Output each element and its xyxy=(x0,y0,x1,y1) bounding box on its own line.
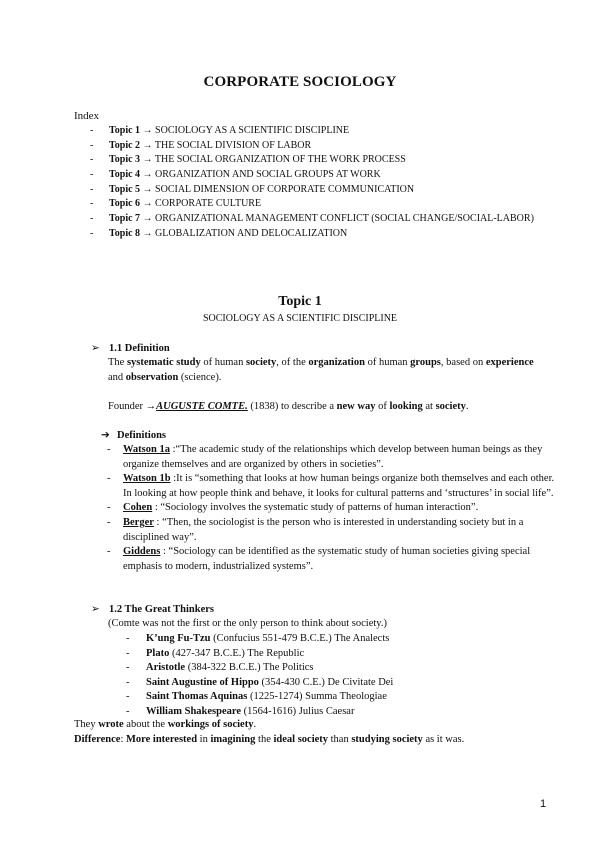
list-dash: - xyxy=(90,227,94,239)
list-dash: - xyxy=(107,516,111,528)
arrow-glyph: → xyxy=(142,183,153,195)
thinker-item xyxy=(126,676,393,691)
document-title: CORPORATE SOCIOLOGY xyxy=(203,74,397,90)
list-dash: - xyxy=(90,139,94,151)
text-run: new way xyxy=(336,401,376,412)
definition-paragraph xyxy=(108,355,548,385)
text-run: : xyxy=(120,734,126,745)
separator: : xyxy=(152,502,161,514)
list-dash: - xyxy=(126,662,130,674)
list-dash: - xyxy=(126,647,130,659)
thinker-item xyxy=(126,705,393,720)
text-run: of xyxy=(375,401,390,412)
text-run: , of the xyxy=(276,357,309,368)
arrow-glyph: → xyxy=(142,169,153,181)
list-dash: - xyxy=(107,473,111,485)
index-item xyxy=(90,227,590,242)
arrow-glyph: → xyxy=(142,213,153,225)
separator: : xyxy=(169,444,176,455)
index-topic: Topic 2 xyxy=(109,139,141,151)
index-text: SOCIOLOGY AS A SCIENTIFIC DISCIPLINE xyxy=(155,125,350,136)
closing-line-wrote xyxy=(74,719,256,730)
text-run: Difference xyxy=(74,734,121,745)
text-run: society xyxy=(245,357,277,368)
author-name: Berger xyxy=(123,516,154,528)
list-dash: - xyxy=(126,633,130,644)
list-dash: - xyxy=(107,546,111,558)
text-run: They xyxy=(74,719,99,730)
thinkers-list xyxy=(126,632,393,720)
thinker-detail: (1564-1616) Julius Caesar xyxy=(241,705,355,717)
list-dash: - xyxy=(90,198,94,210)
text-run: at xyxy=(422,401,436,412)
text-run: studying society xyxy=(351,734,423,745)
thinker-detail: (427-347 B.C.E.) The Republic xyxy=(169,647,305,659)
index-text: CORPORATE CULTURE xyxy=(155,198,262,210)
text-run: of human xyxy=(200,357,246,368)
list-dash: - xyxy=(126,691,130,703)
thinker-item xyxy=(126,690,393,705)
list-dash: - xyxy=(126,705,130,717)
text-run: . xyxy=(253,719,257,730)
index-text: GLOBALIZATION AND DELOCALIZATION xyxy=(155,227,348,239)
arrow-glyph: → xyxy=(142,125,153,136)
list-dash: - xyxy=(90,154,94,166)
index-text: ORGANIZATION AND SOCIAL GROUPS AT WORK xyxy=(155,169,381,181)
index-item xyxy=(90,153,590,168)
bullet-arrow-icon: ➔ xyxy=(101,430,110,441)
arrow-glyph: → xyxy=(145,401,157,412)
definition-text: “Sociology can be identified as the systematic study of human societies giving special emphasis to modern, industrialized systems”. xyxy=(123,546,531,572)
thinker-item xyxy=(126,632,393,647)
founder-line xyxy=(108,399,548,414)
index-item xyxy=(90,183,590,198)
index-text: ORGANIZATIONAL MANAGEMENT CONFLICT (SOCIAL CHANGE/SOCIAL-LABOR) xyxy=(155,213,534,225)
section-heading xyxy=(91,603,214,615)
definition-item xyxy=(107,472,557,501)
text-run: The xyxy=(108,357,127,368)
index-list xyxy=(90,124,590,242)
definitions-heading xyxy=(101,429,166,441)
index-item xyxy=(90,168,590,183)
bullet-arrow-icon: ➢ xyxy=(91,604,100,615)
text-run: (science). xyxy=(178,372,222,383)
text-run: More interested xyxy=(126,734,198,745)
definition-item xyxy=(107,501,557,516)
index-text: SOCIAL DIMENSION OF CORPORATE COMMUNICATION xyxy=(155,183,415,195)
thinkers-note: (Comte was not the first or the only person to think about society.) xyxy=(108,618,387,629)
index-item xyxy=(90,124,590,139)
text-run: experience xyxy=(485,357,534,368)
list-dash: - xyxy=(90,213,94,225)
bullet-arrow-icon: ➢ xyxy=(91,343,100,354)
text-run: observation xyxy=(125,372,179,383)
index-topic: Topic 4 xyxy=(109,169,141,181)
text-run: the xyxy=(255,734,274,745)
text-run: wrote xyxy=(98,719,124,730)
definitions-list xyxy=(107,443,557,574)
definitions-title: Definitions xyxy=(117,430,167,441)
thinker-name: Saint Augustine of Hippo xyxy=(146,676,259,688)
section-title: 1.2 The Great Thinkers xyxy=(109,604,215,615)
text-run: . xyxy=(465,401,469,412)
author-name: Watson 1b xyxy=(123,473,171,485)
thinker-item xyxy=(126,647,393,662)
index-topic: Topic 5 xyxy=(109,183,141,195)
author-name: Giddens xyxy=(123,546,161,558)
definition-item xyxy=(107,516,557,545)
arrow-glyph: → xyxy=(142,139,153,151)
topic-heading: Topic 1 xyxy=(278,294,322,309)
index-text: THE SOCIAL DIVISION OF LABOR xyxy=(154,139,312,151)
index-topic: Topic 1 xyxy=(109,125,141,136)
thinker-detail: (384-322 B.C.E.) The Politics xyxy=(185,662,314,674)
thinker-item xyxy=(126,661,393,676)
text-run: than xyxy=(328,734,352,745)
definition-text: “Then, the sociologist is the person who is interested in understanding society but in a disciplined way”. xyxy=(123,516,524,543)
separator: : xyxy=(170,473,177,485)
arrow-glyph: → xyxy=(142,198,153,210)
definition-text: “The academic study of the relationships which develop between human beings as they organize themselves and are organized by others in societies”. xyxy=(123,444,543,470)
index-item xyxy=(90,139,590,154)
definition-item xyxy=(107,443,557,472)
list-dash: - xyxy=(107,444,111,455)
definition-text: “Sociology involves the systematic study of patterns of human interaction”. xyxy=(160,502,479,514)
section-title: 1.1 Definition xyxy=(109,343,170,354)
text-run: , based on xyxy=(440,357,486,368)
arrow-glyph: → xyxy=(142,227,153,239)
section-heading xyxy=(91,342,170,354)
index-topic: Topic 3 xyxy=(109,154,141,166)
author-name: Watson 1a xyxy=(123,444,170,455)
thinker-name: William Shakespeare xyxy=(146,705,241,717)
thinker-detail: (1225-1274) Summa Theologiae xyxy=(247,691,387,703)
thinker-name: Aristotle xyxy=(146,662,186,674)
text-run: in xyxy=(197,734,211,745)
topic-subtitle: SOCIOLOGY AS A SCIENTIFIC DISCIPLINE xyxy=(202,313,398,324)
founder-name: AUGUSTE COMTE. xyxy=(156,401,248,412)
text-run: as it was. xyxy=(422,734,465,745)
separator: : xyxy=(160,546,169,558)
index-item xyxy=(90,197,590,212)
text-run: of human xyxy=(364,357,411,368)
text-run: ideal society xyxy=(273,734,329,745)
index-topic: Topic 6 xyxy=(109,198,141,210)
list-dash: - xyxy=(90,125,94,136)
list-dash: - xyxy=(107,502,111,514)
text-run: and xyxy=(108,372,126,383)
text-run: imagining xyxy=(210,734,256,745)
definition-text: It is “something that looks at how human beings organize both themselves and each other. In looking at how people think and behave, it looks for cultural patterns and ‘structures’ in social life”. xyxy=(123,473,555,499)
arrow-glyph: → xyxy=(142,154,153,166)
index-topic: Topic 7 xyxy=(109,213,141,225)
thinker-name: Saint Thomas Aquinas xyxy=(146,691,248,703)
thinker-detail: (Confucius 551-479 B.C.E.) The Analects xyxy=(210,633,390,644)
closing-line-difference xyxy=(74,734,464,745)
list-dash: - xyxy=(126,676,130,688)
author-name: Cohen xyxy=(123,502,153,514)
thinker-name: K’ung Fu-Tzu xyxy=(146,633,211,644)
definition-item xyxy=(107,545,557,574)
text-run: (1838) to describe a xyxy=(247,401,337,412)
separator: : xyxy=(153,516,163,528)
text-run: organization xyxy=(308,357,365,368)
list-dash: - xyxy=(90,169,94,181)
thinker-name: Plato xyxy=(146,647,170,659)
list-dash: - xyxy=(90,183,94,195)
text-run: society xyxy=(435,401,466,412)
text-run: systematic study xyxy=(126,357,201,368)
thinker-detail: (354-430 C.E.) De Civitate Dei xyxy=(258,676,394,688)
index-item xyxy=(90,212,590,227)
text-run: Founder xyxy=(108,401,146,412)
index-text: THE SOCIAL ORGANIZATION OF THE WORK PROCESS xyxy=(154,154,406,166)
page-number: 1 xyxy=(540,798,547,810)
index-topic: Topic 8 xyxy=(109,227,141,239)
text-run: about the xyxy=(123,719,168,730)
text-run: workings of society xyxy=(167,719,254,730)
text-run: groups xyxy=(410,357,441,368)
text-run: looking xyxy=(389,401,423,412)
index-label: Index xyxy=(74,110,100,122)
